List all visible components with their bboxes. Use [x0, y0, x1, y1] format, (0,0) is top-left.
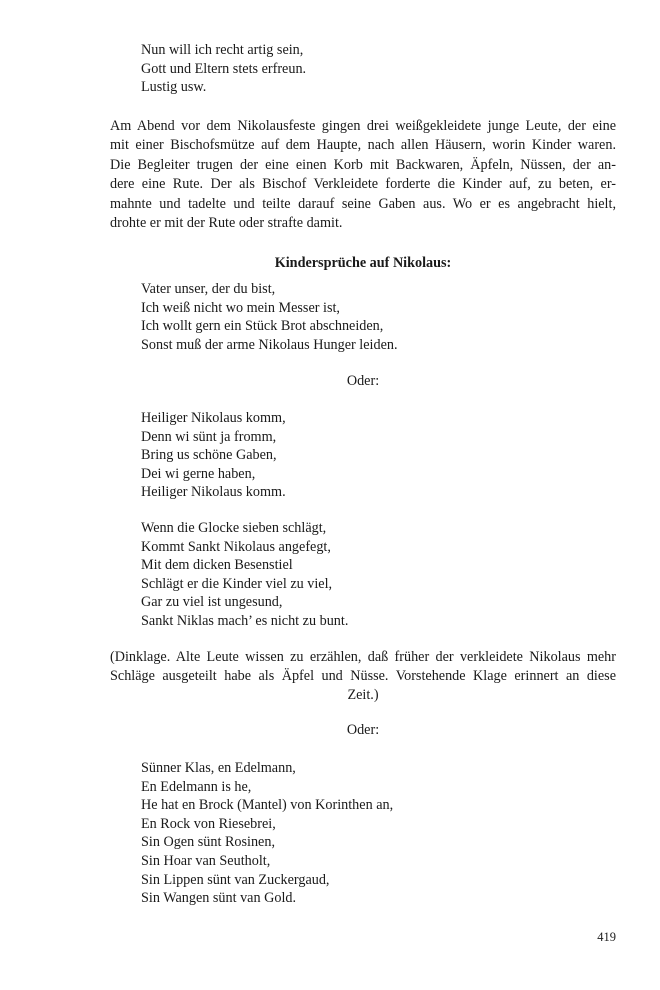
paragraph-end: Zeit.)	[347, 687, 379, 703]
verse-line: Ich wollt gern ein Stück Brot abschneiden,	[141, 318, 384, 335]
verse-line: Wenn die Glocke sieben schlägt,	[141, 520, 327, 536]
paragraph-line: Am Abend vor dem Nikolausfeste gingen drei weißgekleidete junge Leute, der eine	[110, 118, 616, 134]
paragraph-nikolaus-evening	[110, 117, 616, 233]
page-number: 419	[597, 930, 616, 944]
paragraph-line: drohte er mit der Rute oder strafte damit.	[110, 215, 343, 232]
verse-top	[141, 41, 306, 97]
verse-line: Mit dem dicken Besenstiel	[141, 557, 293, 574]
verse-line: He hat en Brock (Mantel) von Korinthen an,	[141, 797, 394, 814]
verse-line: Sonst muß der arme Nikolaus Hunger leiden.	[141, 336, 398, 353]
verse-line: Nun will ich recht artig sein,	[141, 42, 304, 58]
paragraph-line: Schläge ausgeteilt habe als Äpfel und Nüsse. Vorstehende Klage erinnert an diese	[110, 668, 616, 685]
verse-line: Sünner Klas, en Edelmann,	[141, 760, 296, 776]
verse-line: Denn wi sünt ja fromm,	[141, 428, 277, 445]
verse-line: En Rock von Riesebrei,	[141, 815, 276, 832]
verse-line: Gar zu viel ist ungesund,	[141, 594, 283, 611]
verse-vater-unser	[141, 280, 398, 354]
verse-line: En Edelmann is he,	[141, 778, 252, 795]
verse-line: Vater unser, der du bist,	[141, 281, 276, 297]
paragraph-line: dere eine Rute. Der als Bischof Verkleidete forderte die Kinder auf, zu beten, er-	[110, 176, 616, 193]
paragraph-line: mit einer Bischofsmütze auf dem Haupte, nach allen Häusern, worin Kinder waren.	[110, 137, 616, 154]
verse-line: Bring us schöne Gaben,	[141, 447, 277, 464]
verse-line: Dei wi gerne haben,	[141, 465, 256, 482]
paragraph-dinklage	[110, 648, 616, 687]
paragraph-line: Die Begleiter trugen der eine einen Korb mit Backwaren, Äpfeln, Nüssen, der an-	[110, 156, 616, 173]
verse-line: Sin Hoar van Seutholt,	[141, 852, 271, 869]
oder-separator: Oder:	[346, 722, 380, 738]
verse-line: Sin Lippen sünt van Zuckergaud,	[141, 871, 330, 888]
verse-line: Gott und Eltern stets erfreun.	[141, 60, 307, 77]
verse-line: Schlägt er die Kinder viel zu viel,	[141, 575, 333, 592]
verse-line: Heiliger Nikolaus komm,	[141, 410, 286, 426]
verse-line: Sin Ogen sünt Rosinen,	[141, 834, 275, 851]
verse-glocke	[141, 519, 348, 631]
verse-line: Sin Wangen sünt van Gold.	[141, 890, 297, 907]
paragraph-line: mahnte und tadelte und teilte darauf seine Gaben aus. Wo er es angebracht hielt,	[110, 195, 616, 212]
verse-suenner-klas	[141, 759, 393, 908]
verse-heiliger-nikolaus	[141, 409, 286, 502]
verse-line: Kommt Sankt Nikolaus angefegt,	[141, 538, 331, 555]
paragraph-line: (Dinklage. Alte Leute wissen zu erzählen, daß früher der verkleidete Nikolaus mehr	[110, 649, 616, 665]
verse-line: Ich weiß nicht wo mein Messer ist,	[141, 299, 340, 316]
verse-line: Heiliger Nikolaus komm.	[141, 484, 286, 501]
verse-line: Sankt Niklas mach’ es nicht zu bunt.	[141, 612, 349, 629]
verse-line: Lustig usw.	[141, 79, 207, 96]
oder-separator: Oder:	[346, 373, 380, 389]
section-heading: Kindersprüche auf Nikolaus:	[274, 255, 452, 271]
